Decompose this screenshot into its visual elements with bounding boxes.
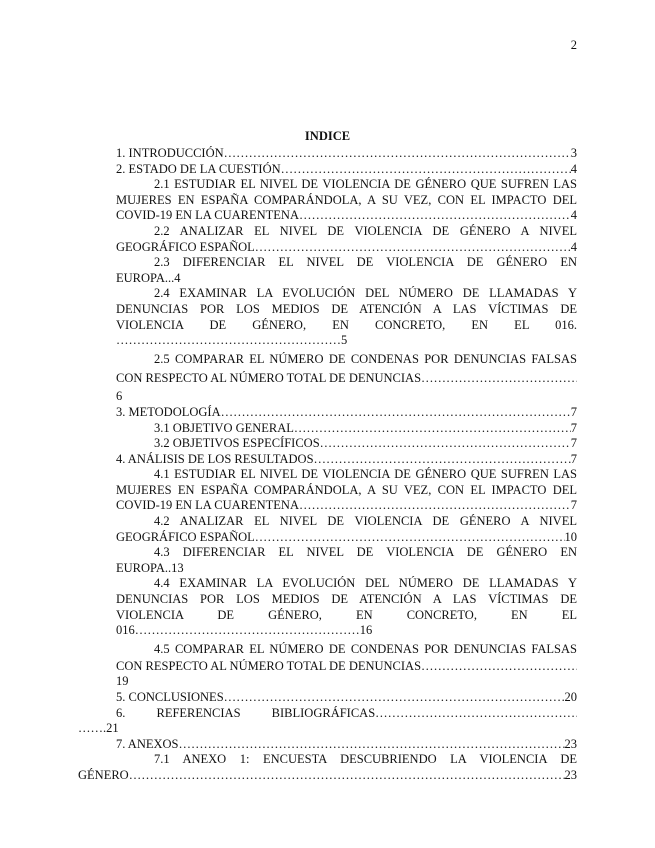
toc-leader	[255, 530, 565, 546]
toc-entry-text: GEOGRÁFICO ESPAÑOL	[116, 239, 255, 254]
toc-entry-page: 10	[564, 529, 577, 544]
toc-entry-text: 5. CONCLUSIONES	[116, 690, 224, 704]
toc-entry-page: 4	[570, 161, 577, 176]
toc-leader	[224, 690, 565, 706]
toc-entry-line: ………………………………………………5	[116, 333, 348, 348]
toc-entry-text: 7. ANEXOS	[116, 736, 179, 751]
toc-entry-page: 23	[564, 767, 577, 782]
toc-entry-line: MUJERES EN ESPAÑA COMPARÁNDOLA, A SU VEZ, CON EL IMPACTO DEL	[116, 482, 577, 497]
toc-entry-3-1[interactable]	[116, 421, 577, 437]
toc-leader	[221, 405, 571, 421]
toc-entry-line: 7.1 ANEXO 1: ENCUESTA DESCUBRIENDO LA VIOLENCIA DE	[154, 752, 577, 767]
toc-entry-4[interactable]	[116, 452, 577, 468]
toc-entry-4-4[interactable]	[116, 576, 577, 638]
toc-entry-page: 19	[116, 674, 129, 689]
toc-entry-1[interactable]	[116, 146, 577, 162]
toc-entry-line: VIOLENCIA DE GÉNERO, EN CONCRETO, EN EL 016.	[116, 317, 577, 332]
toc-entry-page: 6	[116, 389, 123, 404]
toc-entry-text: 3. METODOLOGÍA	[116, 404, 221, 419]
toc-leader	[375, 706, 577, 722]
toc-entry-page: 7	[570, 436, 577, 451]
toc-leader	[224, 146, 571, 162]
toc-entry-line: 4.3 DIFERENCIAR EL NIVEL DE VIOLENCIA DE GÉNERO EN	[154, 545, 577, 560]
toc-leader	[281, 162, 571, 178]
toc-entry-page: 3	[570, 146, 577, 160]
toc-entry-line: DENUNCIAS POR LOS MEDIOS DE ATENCIÓN A LAS VÍCTIMAS DE	[116, 301, 577, 316]
toc-entry-text: GÉNERO	[78, 767, 129, 782]
toc-entry-line: 4.4 EXAMINAR LA EVOLUCIÓN DEL NÚMERO DE LLAMADAS Y	[154, 576, 577, 591]
toc-entry-page: 7	[570, 420, 577, 435]
toc-entry-page: 4	[570, 239, 577, 254]
toc-entry-7-1[interactable]	[78, 752, 577, 783]
toc-leader	[314, 452, 571, 468]
toc-leader	[179, 737, 565, 753]
toc-leader	[255, 240, 571, 256]
toc-entry-page: …….21	[78, 721, 119, 736]
toc-entry-text: 4. ANÁLISIS DE LOS RESULTADOS	[116, 451, 314, 466]
toc-entry-page: 7	[570, 451, 577, 466]
toc-entry-text: COVID-19 EN LA CUARENTENA	[116, 498, 299, 513]
toc-entry-line: 2.5 COMPARAR EL NÚMERO DE CONDENAS POR DENUNCIAS FALSAS	[154, 351, 577, 366]
toc-entry-6[interactable]	[78, 705, 577, 737]
page-number: 2	[570, 38, 577, 52]
toc-leader	[294, 421, 571, 437]
toc-entry-line: EUROPA...4	[116, 270, 181, 285]
toc-entry-text: CON RESPECTO AL NÚMERO TOTAL DE DENUNCIAS	[116, 658, 422, 673]
toc-leader	[320, 436, 571, 452]
toc-entry-line: VIOLENCIA DE GÉNERO, EN CONCRETO, EN EL	[116, 607, 577, 622]
toc-entry-5[interactable]	[116, 690, 577, 706]
toc-entry-line: DENUNCIAS POR LOS MEDIOS DE ATENCIÓN A LAS VÍCTIMAS DE	[116, 592, 577, 607]
toc-entry-4-2[interactable]	[116, 514, 577, 545]
toc-entry-3-2[interactable]	[116, 436, 577, 452]
toc-leader	[129, 768, 565, 784]
toc-entry-2-2[interactable]	[116, 224, 577, 255]
toc-entry-7[interactable]	[116, 737, 577, 753]
toc-entry-4-3[interactable]	[116, 545, 577, 576]
toc-entry-line: 2.2 ANALIZAR EL NIVEL DE VIOLENCIA DE GÉNERO A NIVEL	[154, 223, 577, 238]
toc-entry-4-1[interactable]	[116, 467, 577, 514]
toc-entry-text: 6. REFERENCIAS BIBLIOGRÁFICAS	[116, 705, 376, 720]
toc-entry-2-3[interactable]	[116, 255, 577, 286]
toc-entry-text: COVID-19 EN LA CUARENTENA	[116, 208, 299, 223]
toc-entry-text: 1. INTRODUCCIÓN	[116, 146, 224, 160]
toc-entry-line: 4.5 COMPARAR EL NÚMERO DE CONDENAS POR DENUNCIAS FALSAS	[154, 641, 577, 656]
toc-entry-2-4[interactable]	[116, 286, 577, 348]
toc-leader	[299, 208, 571, 224]
toc-entry-line: 2.1 ESTUDIAR EL NIVEL DE VIOLENCIA DE GÉNERO QUE SUFREN LAS	[154, 177, 577, 192]
toc-entry-text: 3.1 OBJETIVO GENERAL	[154, 420, 294, 435]
toc-entry-page: 7	[570, 404, 577, 419]
toc-entry-text: GEOGRÁFICO ESPAÑOL	[116, 529, 255, 544]
toc-entry-line: 2.3 DIFERENCIAR EL NIVEL DE VIOLENCIA DE GÉNERO EN	[154, 255, 577, 270]
toc-entry-text: CON RESPECTO AL NÚMERO TOTAL DE DENUNCIAS	[116, 370, 422, 385]
toc-entry-line: 016………………………………………………16	[116, 623, 373, 638]
toc-entry-4-5[interactable]	[116, 642, 577, 690]
toc-entry-line: MUJERES EN ESPAÑA COMPARÁNDOLA, A SU VEZ, CON EL IMPACTO DEL	[116, 192, 577, 207]
toc-entry-page: 7	[570, 498, 577, 513]
toc-entry-2-1[interactable]	[116, 177, 577, 224]
toc-entry-page: 23	[564, 736, 577, 751]
toc-entry-page: 4	[570, 208, 577, 223]
toc-entry-line: 4.1 ESTUDIAR EL NIVEL DE VIOLENCIA DE GÉNERO QUE SUFREN LAS	[154, 467, 577, 482]
toc-entry-2-5[interactable]	[116, 352, 577, 405]
toc-entry-line: EUROPA..13	[116, 560, 184, 575]
toc-entry-text: 2. ESTADO DE LA CUESTIÓN	[116, 161, 281, 176]
toc-entry-text: 3.2 OBJETIVOS ESPECÍFICOS	[154, 436, 320, 451]
toc-leader	[421, 659, 577, 675]
toc-leader	[421, 371, 577, 387]
toc-leader	[299, 498, 571, 514]
toc-entry-3[interactable]	[116, 405, 577, 421]
table-of-contents	[78, 146, 577, 784]
toc-entry-2[interactable]	[116, 162, 577, 178]
toc-entry-line: 2.4 EXAMINAR LA EVOLUCIÓN DEL NÚMERO DE LLAMADAS Y	[154, 286, 577, 301]
toc-entry-page: 20	[564, 690, 577, 704]
toc-entry-line: 4.2 ANALIZAR EL NIVEL DE VIOLENCIA DE GÉNERO A NIVEL	[154, 514, 577, 529]
index-title: INDICE	[304, 129, 351, 143]
